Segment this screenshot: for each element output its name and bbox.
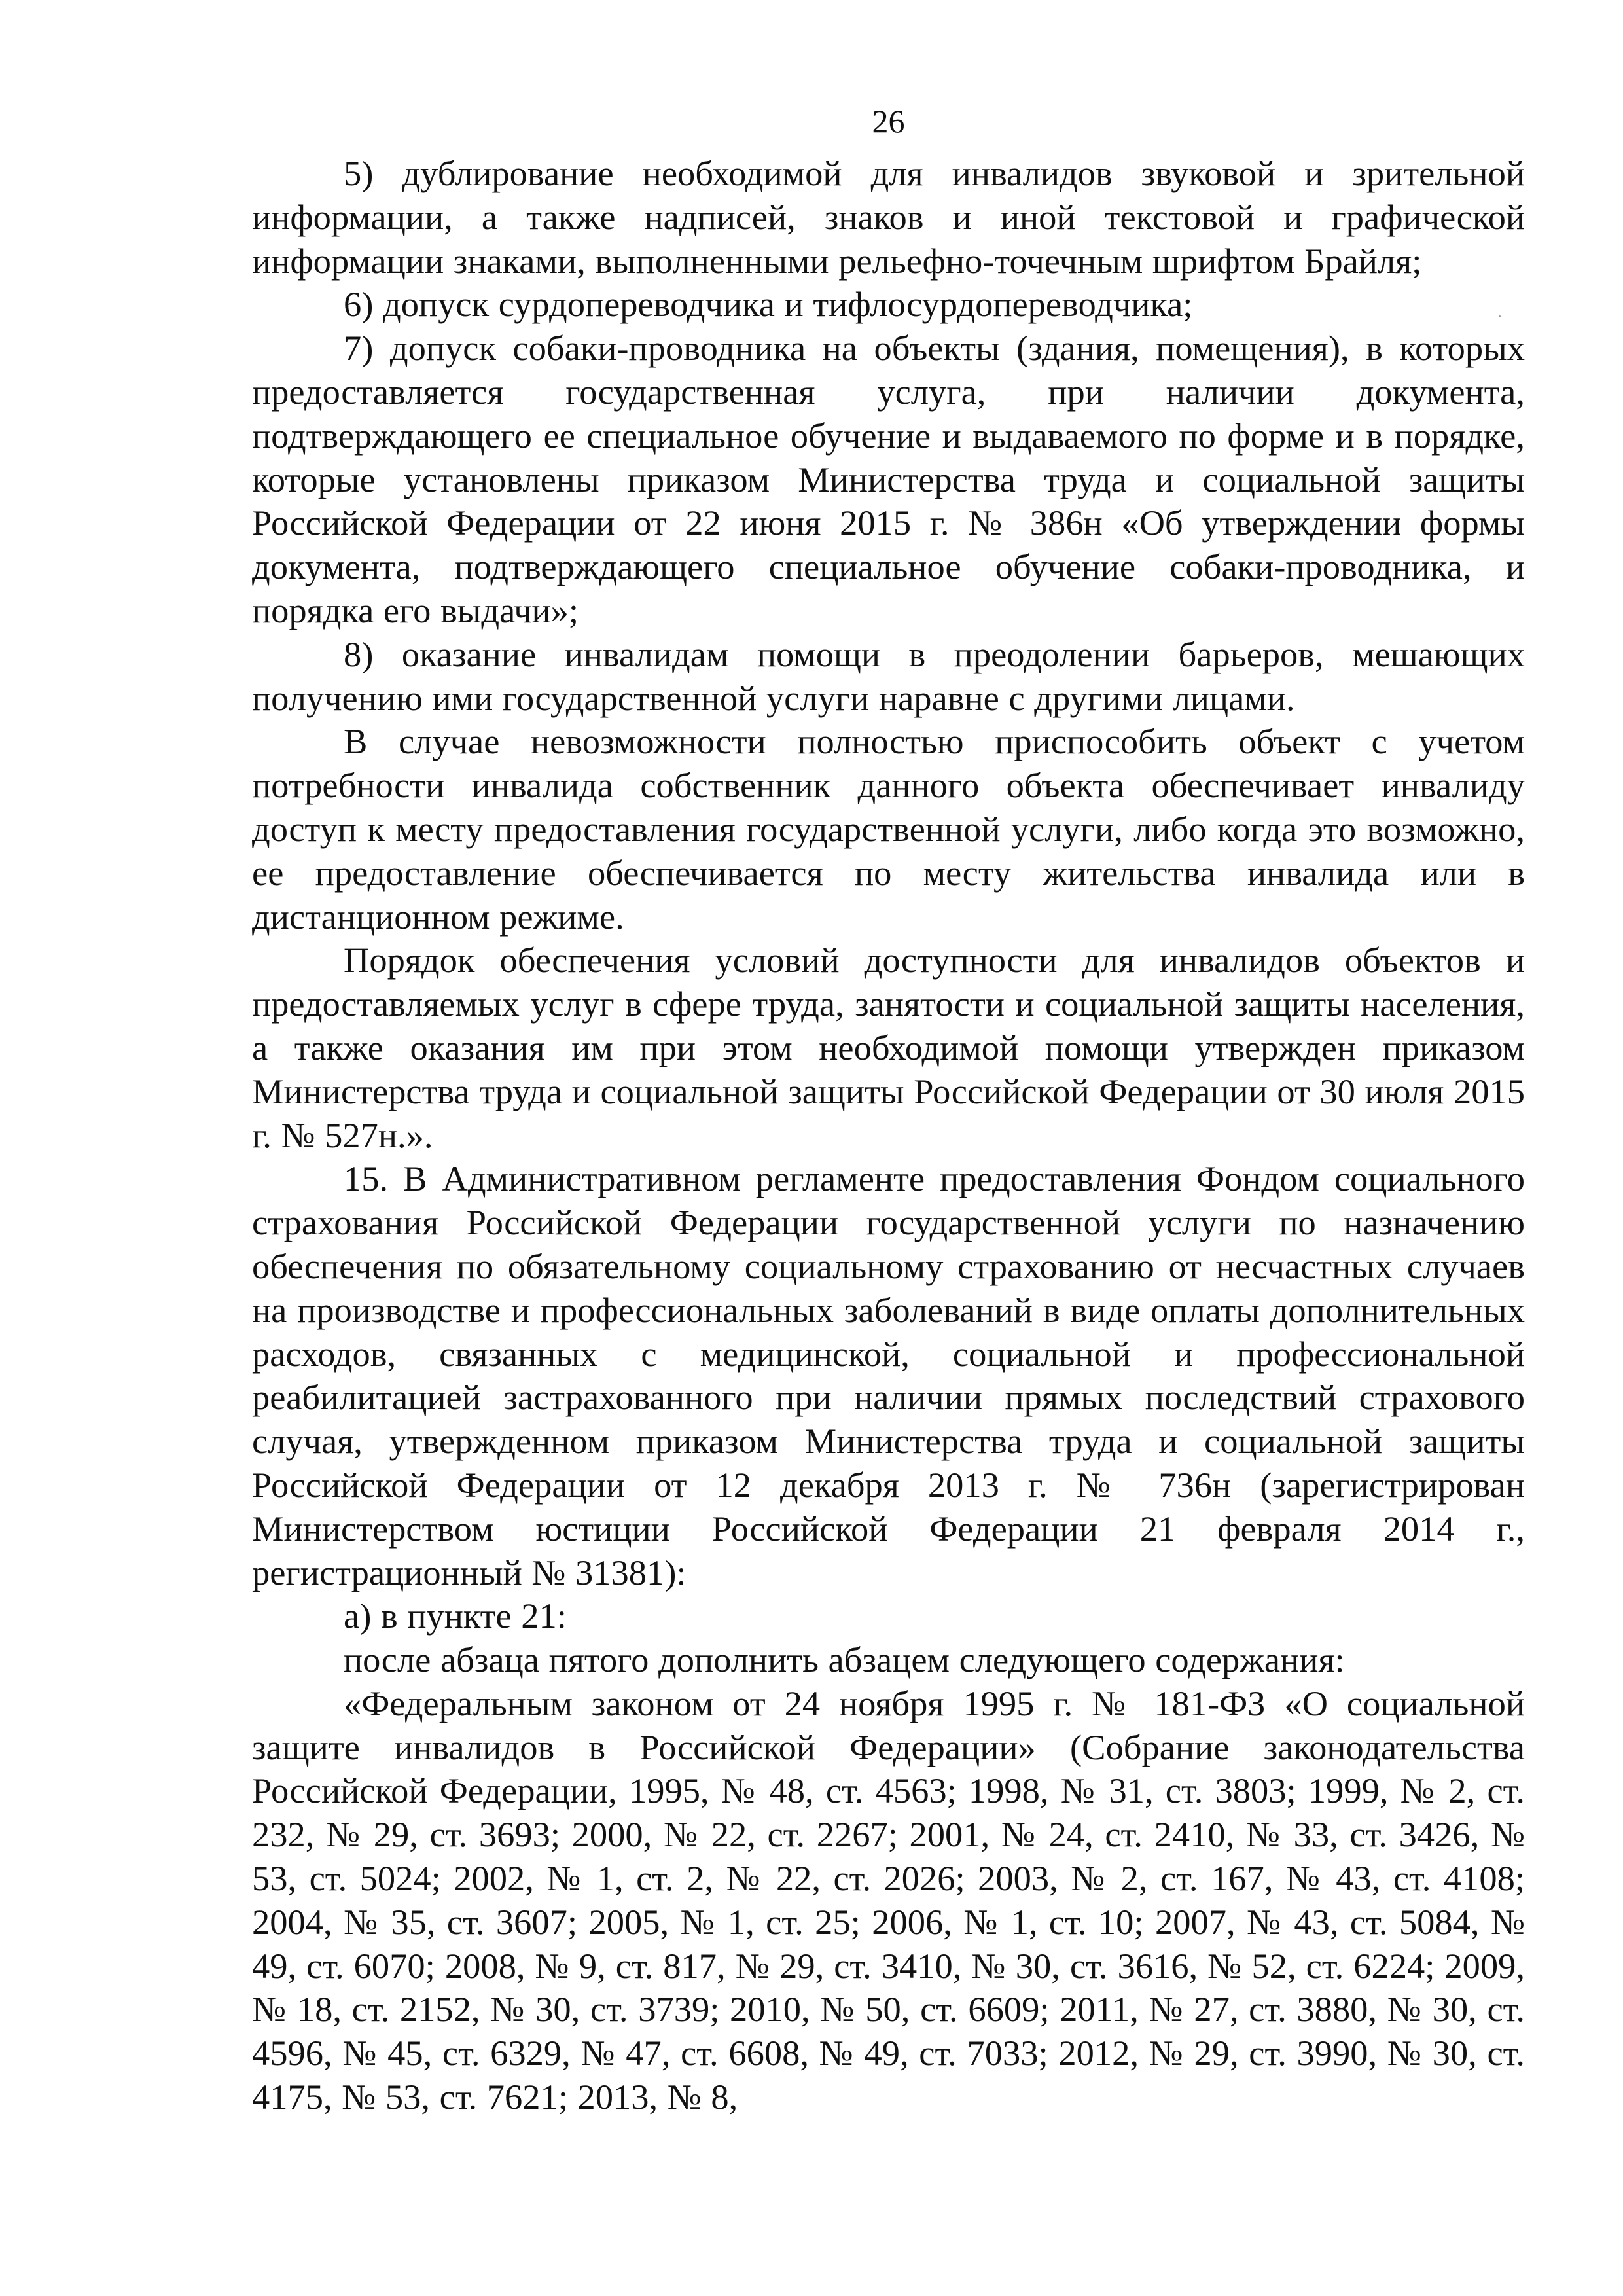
paragraph-insert-instruction: после абзаца пятого дополнить абзацем следующего содержания: xyxy=(344,1640,1345,1680)
paragraph-item-7: 7) допуск собаки-проводника на объекты (здания, помещения), в которых предоставляется государственная услуга, при наличии документа, подтверждающего ее специальное обучение и выдаваемого по форме и в порядке, которые установлены приказом Министерства труда и социальной защиты Российской Федерации от 22 июня 2015 г. № 386н «Об утверждении формы документа, подтверждающего специальное обучение собаки-проводника, и порядка его выдачи»; xyxy=(252,328,1525,630)
paragraph-federal-law-citation: «Федеральным законом от 24 ноября 1995 г. № 181-ФЗ «О социальной защите инвалидов в Российской Федерации» (Собрание законодательства Российской Федерации, 1995, № 48, ст. 4563; 1998, № 31, ст. 3803; 1999, № 2, ст. 232, № 29, ст. 3693; 2000, № 22, ст. 2267; 2001, № 24, ст. 2410, № 33, ст. 3426, № 53, ст. 5024; 2002, № 1, ст. 2, № 22, ст. 2026; 2003, № 2, ст. 167, № 43, ст. 4108; 2004, № 35, ст. 3607; 2005, № 1, ст. 25; 2006, № 1, ст. 10; 2007, № 43, ст. 5084, № 49, ст. 6070; 2008, № 9, ст. 817, № 29, ст. 3410, № 30, ст. 3616, № 52, ст. 6224; 2009, № 18, ст. 2152, № 30, ст. 3739; 2010, № 50, ст. 6609; 2011, № 27, ст. 3880, № 30, ст. 4596, № 45, ст. 6329, № 47, ст. 6608, № 49, ст. 7033; 2012, № 29, ст. 3990, № 30, ст. 4175, № 53, ст. 7621; 2013, № 8, xyxy=(252,1683,1525,2117)
paragraph-item-5: 5) дублирование необходимой для инвалидов звуковой и зрительной информации, а также надписей, знаков и иной текстовой и графической информации знаками, выполненными рельефно-точечным шрифтом Брайля; xyxy=(252,153,1525,281)
document-page xyxy=(252,98,1525,2119)
paragraph-subitem-a: а) в пункте 21: xyxy=(344,1596,567,1636)
scan-speck xyxy=(1499,315,1501,317)
paragraph-item-6: 6) допуск сурдопереводчика и тифлосурдопереводчика; xyxy=(344,284,1193,325)
paragraph-accessibility-order: Порядок обеспечения условий доступности для инвалидов объектов и предоставляемых услуг в сфере труда, занятости и социальной защиты населения, а также оказания им при этом необходимой помощи утвержден приказом Министерства труда и социальной защиты Российской Федерации от 30 июля 2015 г. № 527н.». xyxy=(252,940,1525,1155)
paragraph-section-15: 15. В Административном регламенте предоставления Фондом социального страхования Российской Федерации государственной услуги по назначению обеспечения по обязательному социальному страхованию от несчастных случаев на производстве и профессиональных заболеваний в виде оплаты дополнительных расходов, связанных с медицинской, социальной и профессиональной реабилитацией застрахованного при наличии прямых последствий страхового случая, утвержденном приказом Министерства труда и социальной защиты Российской Федерации от 12 декабря 2013 г. № 736н (зарегистрирован Министерством юстиции Российской Федерации 21 февраля 2014 г., регистрационный № 31381): xyxy=(252,1158,1525,1592)
page-number: 26 xyxy=(872,103,905,139)
paragraph-item-8: 8) оказание инвалидам помощи в преодолении барьеров, мешающих получению ими государственной услуги наравне с другими лицами. xyxy=(252,634,1525,718)
paragraph-impossibility-case: В случае невозможности полностью приспособить объект с учетом потребности инвалида собственник данного объекта обеспечивает инвалиду доступ к месту предоставления государственной услуги, либо когда это возможно, ее предоставление обеспечивается по месту жительства инвалида или в дистанционном режиме. xyxy=(252,721,1525,937)
